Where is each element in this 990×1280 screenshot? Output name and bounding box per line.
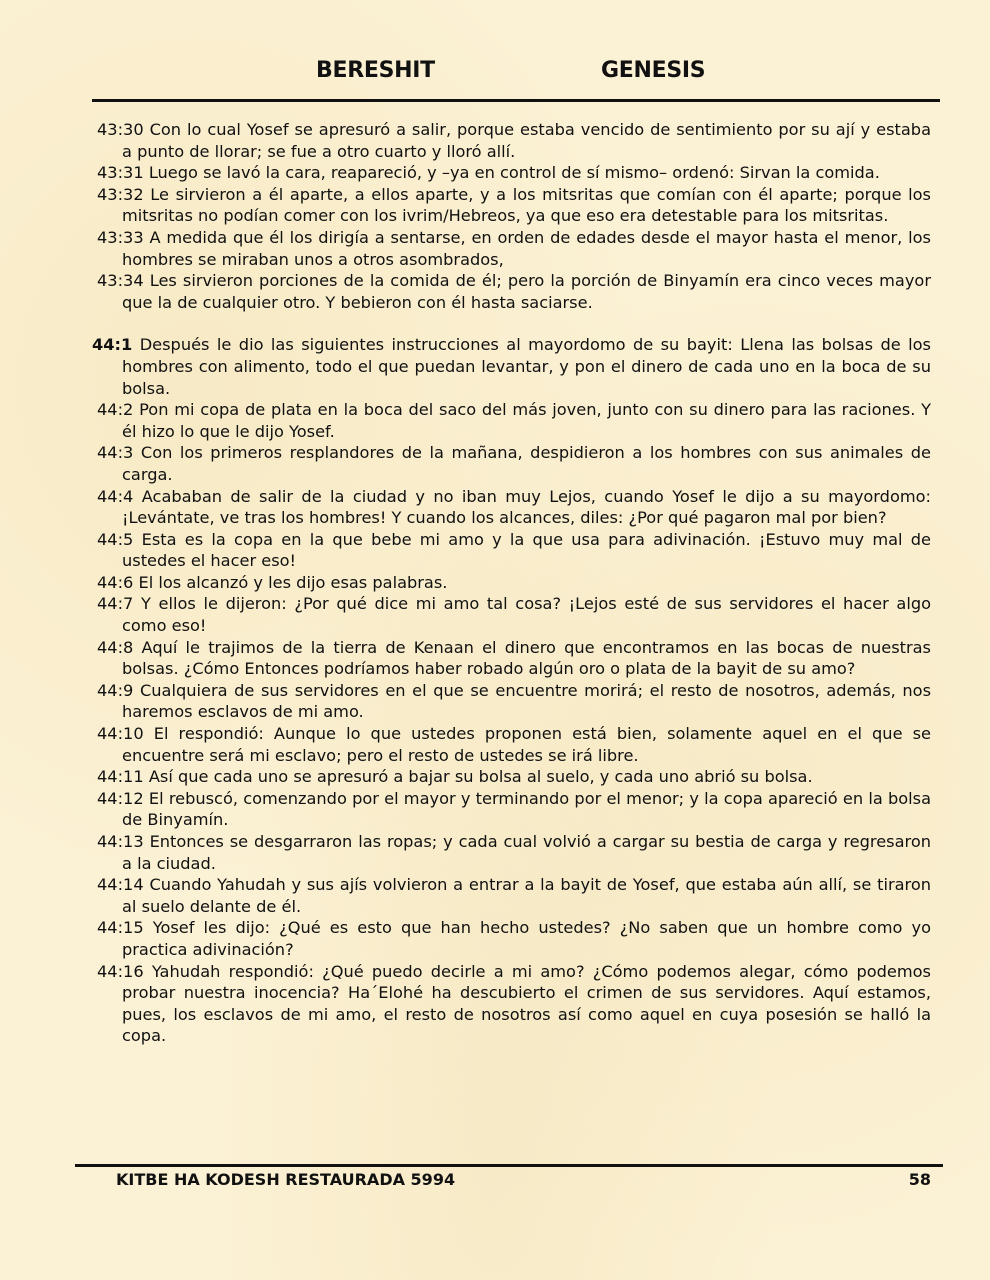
- verse-44-12: [97, 788, 931, 831]
- verse-44-4: [97, 486, 931, 529]
- verse-number: 44:12: [97, 788, 144, 808]
- verse-text: El rebuscó, comenzando por el mayor y terminando por el menor; y la copa apareció en la bolsa de Binyamín.: [122, 788, 931, 830]
- verse-44-5: [97, 529, 931, 572]
- verse-number: 44:15: [97, 918, 144, 938]
- verse-number: 44:5: [97, 529, 134, 549]
- header-divider: [92, 99, 940, 102]
- verse-number: 43:30: [97, 120, 144, 139]
- verse-number: 44:8: [97, 637, 134, 657]
- verse-text: Cualquiera de sus servidores en el que se encuentre morirá; el resto de nosotros, además, nos haremos esclavos de mi amo.: [122, 680, 931, 722]
- verse-44-2: [97, 399, 931, 442]
- book-title-hebrew: BERESHIT: [316, 58, 435, 83]
- verse-43-33: [97, 227, 931, 270]
- page-header: [0, 58, 990, 92]
- verse-text: Acababan de salir de la ciudad y no iban muy Lejos, cuando Yosef le dijo a su mayordomo: ¡Levántate, ve tras los hombres! Y cuando los alcances, diles: ¿Por qué pagaron mal por bien?: [122, 486, 931, 528]
- verse-number: 43:34: [97, 271, 144, 291]
- verse-text: Así que cada uno se apresuró a bajar su bolsa al suelo, y cada uno abrió su bolsa.: [148, 767, 813, 787]
- chapter-start-number: 44:1: [92, 335, 133, 355]
- verse-number: 44:13: [97, 832, 144, 851]
- verse-text: Pon mi copa de plata en la boca del saco del más joven, junto con su dinero para las raciones. Y él hizo lo que le dijo Yosef.: [122, 400, 931, 441]
- verse-number: 43:31: [97, 163, 144, 183]
- verse-number: 44:16: [97, 961, 144, 981]
- verse-number: 43:32: [97, 184, 144, 204]
- verse-number: 44:9: [97, 680, 134, 700]
- verse-text: Y ellos le dijeron: ¿Por qué dice mi amo tal cosa? ¡Lejos esté de sus servidores el hacer algo como eso!: [122, 594, 931, 636]
- verse-text: Con los primeros resplandores de la mañana, despidieron a los hombres con sus animales de carga.: [122, 443, 931, 484]
- verse-text: Entonces se desgarraron las ropas; y cada cual volvió a cargar su bestia de carga y regresaron a la ciudad.: [122, 832, 931, 873]
- page-number: 58: [908, 1170, 931, 1189]
- verse-text: Le sirvieron a él aparte, a ellos aparte, y a los mitsritas que comían con él aparte; porque los mitsritas no podían comer con los ivrim/Hebreos, ya que eso era detestable para los mitsritas.: [122, 184, 931, 226]
- verse-number: 44:4: [97, 486, 134, 506]
- verse-44-3: [97, 442, 931, 485]
- verse-text: Luego se lavó la cara, reapareció, y –ya en control de sí mismo– ordenó: Sirvan la comida.: [148, 163, 880, 183]
- verse-text: Esta es la copa en la que bebe mi amo y la que usa para adivinación. ¡Estuvo muy mal de ustedes el hacer eso!: [122, 529, 931, 571]
- verse-44-15: [97, 917, 931, 960]
- verse-text: Aquí le trajimos de la tierra de Kenaan el dinero que encontramos en las bocas de nuestras bolsas. ¿Cómo Entonces podríamos haber robado algún oro o plata de la bayit de su amo?: [122, 637, 931, 679]
- verse-text: Con lo cual Yosef se apresuró a salir, porque estaba vencido de sentimiento por su ají y estaba a punto de llorar; se fue a otro cuarto y lloró allí.: [122, 120, 931, 161]
- footer-divider: [75, 1164, 943, 1167]
- verse-number: 44:2: [97, 400, 134, 420]
- verse-text: Yosef les dijo: ¿Qué es esto que han hecho ustedes? ¿No saben que un hombre como yo practica adivinación?: [122, 918, 931, 959]
- verse-number: 44:14: [97, 875, 144, 895]
- verse-number: 44:7: [97, 594, 134, 614]
- verse-text: Yahudah respondió: ¿Qué puedo decirle a mi amo? ¿Cómo podemos alegar, cómo podemos probar nuestra inocencia? Ha´Elohé ha descubierto el crimen de sus servidores. Aquí estamos, pues, los esclavos de mi amo, el resto de nosotros así como aquel en cuya posesión se halló la copa.: [122, 961, 931, 1046]
- verse-43-30: [97, 119, 931, 162]
- footer-edition-title: KITBE HA KODESH RESTAURADA 5994: [116, 1170, 456, 1189]
- verse-44-1: [92, 334, 931, 399]
- verse-text: Cuando Yahudah y sus ajís volvieron a entrar a la bayit de Yosef, que estaba aún allí, se tiraron al suelo delante de él.: [122, 875, 931, 916]
- verse-number: 43:33: [97, 227, 144, 247]
- verse-44-13: [97, 831, 931, 874]
- verse-number: 44:11: [97, 767, 144, 787]
- book-title-spanish: GENESIS: [601, 58, 706, 83]
- verse-number: 44:6: [97, 572, 134, 592]
- chapter-gap: [97, 313, 931, 334]
- verse-text: El los alcanzó y les dijo esas palabras.: [138, 572, 448, 592]
- verse-44-14: [97, 874, 931, 917]
- verse-44-8: [97, 637, 931, 680]
- scripture-body: [92, 119, 931, 1047]
- verse-text: El respondió: Aunque lo que ustedes proponen está bien, solamente aquel en el que se encuentre será mi esclavo; pero el resto de ustedes se irá libre.: [122, 724, 931, 765]
- verse-text: Después le dio las siguientes instrucciones al mayordomo de su bayit: Llena las bolsas de los hombres con alimento, todo el que puedan levantar, y pon el dinero de cada uno en la boca de su bolsa.: [122, 335, 931, 398]
- verse-44-6: [97, 572, 931, 594]
- verse-number: 44:10: [97, 724, 144, 744]
- verse-43-32: [97, 184, 931, 227]
- verse-44-16: [97, 961, 931, 1047]
- verse-text: Les sirvieron porciones de la comida de él; pero la porción de Binyamín era cinco veces mayor que la de cualquier otro. Y bebieron con él hasta saciarse.: [122, 271, 931, 312]
- verse-44-11: [97, 766, 931, 788]
- verse-number: 44:3: [97, 443, 134, 463]
- verse-43-34: [97, 270, 931, 313]
- verse-44-9: [97, 680, 931, 723]
- verse-text: A medida que él los dirigía a sentarse, en orden de edades desde el mayor hasta el menor, los hombres se miraban unos a otros asombrados,: [122, 227, 931, 269]
- page-footer: [0, 1170, 990, 1194]
- verse-43-31: [97, 162, 931, 184]
- verse-44-7: [97, 593, 931, 636]
- verse-44-10: [97, 723, 931, 766]
